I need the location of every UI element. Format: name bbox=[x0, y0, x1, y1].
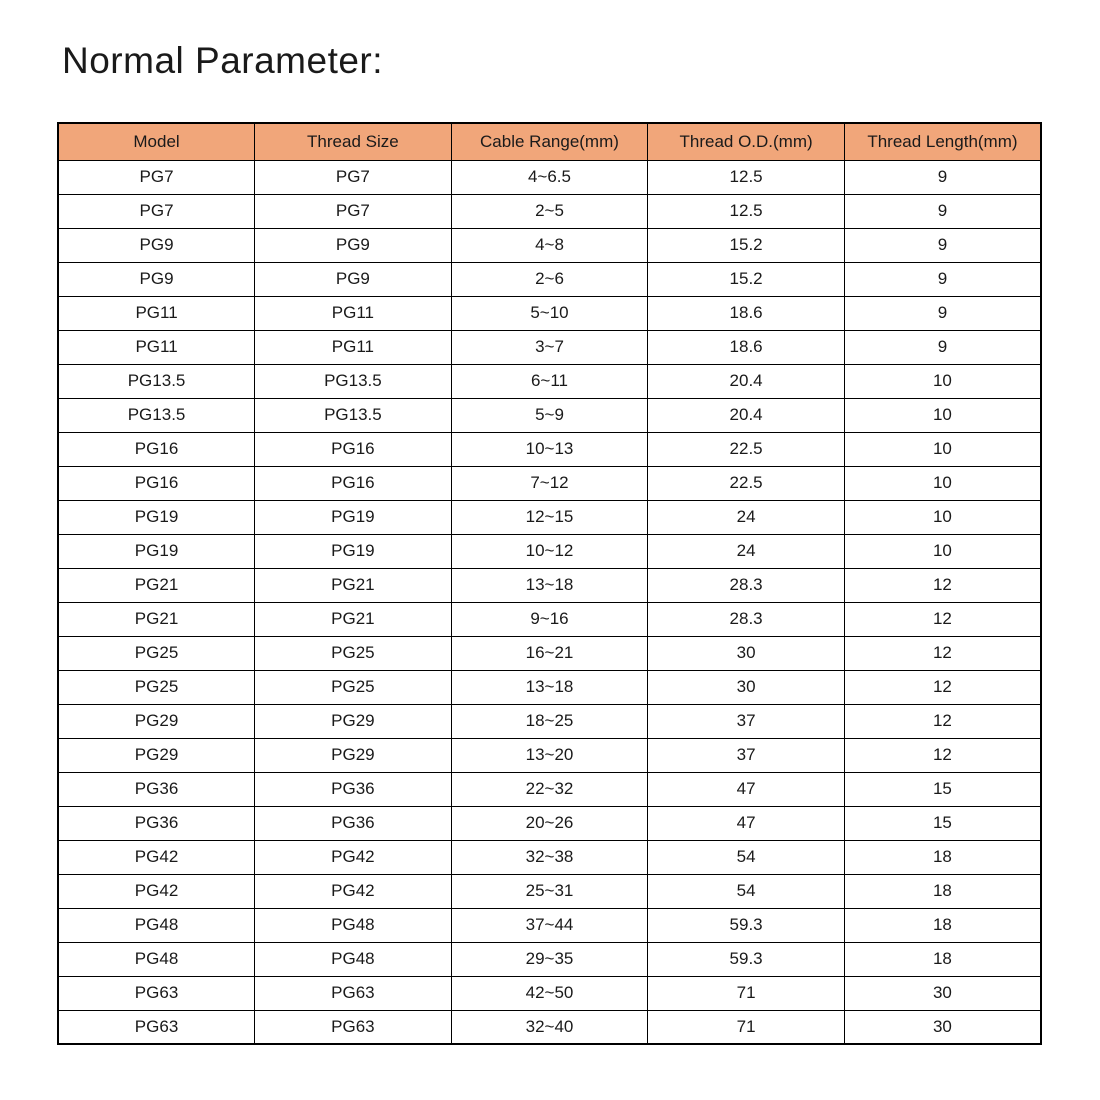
table-cell: 9 bbox=[844, 262, 1041, 296]
table-cell: 18 bbox=[844, 874, 1041, 908]
table-cell: PG25 bbox=[255, 670, 452, 704]
table-cell: PG48 bbox=[58, 942, 255, 976]
table-cell: 15 bbox=[844, 806, 1041, 840]
table-body bbox=[58, 160, 1041, 1044]
table-cell: PG48 bbox=[255, 942, 452, 976]
table-cell: PG63 bbox=[255, 1010, 452, 1044]
table-cell: 9 bbox=[844, 194, 1041, 228]
table-row bbox=[58, 364, 1041, 398]
table-cell: 12 bbox=[844, 670, 1041, 704]
table-cell: 4~6.5 bbox=[451, 160, 648, 194]
table-row bbox=[58, 160, 1041, 194]
table-cell: PG13.5 bbox=[58, 398, 255, 432]
table-cell: PG36 bbox=[58, 806, 255, 840]
table-cell: PG25 bbox=[255, 636, 452, 670]
table-cell: PG36 bbox=[255, 772, 452, 806]
table-cell: 10~13 bbox=[451, 432, 648, 466]
table-cell: PG63 bbox=[58, 1010, 255, 1044]
table-cell: PG16 bbox=[255, 432, 452, 466]
table-cell: PG21 bbox=[58, 602, 255, 636]
table-cell: 15.2 bbox=[648, 262, 845, 296]
table-cell: 12~15 bbox=[451, 500, 648, 534]
table-cell: 32~40 bbox=[451, 1010, 648, 1044]
table-cell: 10 bbox=[844, 398, 1041, 432]
table-cell: PG21 bbox=[255, 602, 452, 636]
table-row bbox=[58, 602, 1041, 636]
column-header: Model bbox=[58, 123, 255, 160]
table-cell: 29~35 bbox=[451, 942, 648, 976]
table-row bbox=[58, 636, 1041, 670]
table-cell: 30 bbox=[648, 636, 845, 670]
table-cell: PG63 bbox=[255, 976, 452, 1010]
table-cell: 13~18 bbox=[451, 568, 648, 602]
table-cell: 5~9 bbox=[451, 398, 648, 432]
table-cell: 22~32 bbox=[451, 772, 648, 806]
table-row bbox=[58, 194, 1041, 228]
table-cell: PG7 bbox=[255, 160, 452, 194]
table-cell: 3~7 bbox=[451, 330, 648, 364]
table-cell: PG48 bbox=[255, 908, 452, 942]
table-cell: 9 bbox=[844, 228, 1041, 262]
table-cell: 10 bbox=[844, 500, 1041, 534]
table-row bbox=[58, 942, 1041, 976]
column-header: Thread O.D.(mm) bbox=[648, 123, 845, 160]
table-cell: PG7 bbox=[255, 194, 452, 228]
table-row bbox=[58, 772, 1041, 806]
table-cell: PG29 bbox=[255, 738, 452, 772]
table-cell: 20.4 bbox=[648, 364, 845, 398]
table-cell: PG16 bbox=[255, 466, 452, 500]
table-row bbox=[58, 840, 1041, 874]
table-cell: 9~16 bbox=[451, 602, 648, 636]
table-cell: PG25 bbox=[58, 636, 255, 670]
table-cell: PG42 bbox=[255, 840, 452, 874]
table-cell: 18 bbox=[844, 942, 1041, 976]
table-cell: 59.3 bbox=[648, 908, 845, 942]
table-cell: PG29 bbox=[58, 704, 255, 738]
table-row bbox=[58, 398, 1041, 432]
table-cell: PG11 bbox=[255, 330, 452, 364]
table-cell: PG48 bbox=[58, 908, 255, 942]
table-cell: PG42 bbox=[58, 874, 255, 908]
table-cell: 28.3 bbox=[648, 568, 845, 602]
table-cell: 54 bbox=[648, 840, 845, 874]
table-cell: PG9 bbox=[58, 228, 255, 262]
table-cell: 12 bbox=[844, 636, 1041, 670]
table-cell: PG36 bbox=[58, 772, 255, 806]
table-row bbox=[58, 738, 1041, 772]
column-header: Thread Size bbox=[255, 123, 452, 160]
table-cell: 10 bbox=[844, 466, 1041, 500]
table-row bbox=[58, 466, 1041, 500]
table-cell: 71 bbox=[648, 1010, 845, 1044]
table-row bbox=[58, 908, 1041, 942]
table-row bbox=[58, 568, 1041, 602]
table-cell: 47 bbox=[648, 772, 845, 806]
table-cell: 37 bbox=[648, 704, 845, 738]
table-cell: 18.6 bbox=[648, 330, 845, 364]
table-cell: PG9 bbox=[58, 262, 255, 296]
table-cell: 15.2 bbox=[648, 228, 845, 262]
table-cell: 30 bbox=[844, 976, 1041, 1010]
table-cell: PG21 bbox=[58, 568, 255, 602]
table-row bbox=[58, 330, 1041, 364]
column-header: Thread Length(mm) bbox=[844, 123, 1041, 160]
table-cell: 10 bbox=[844, 534, 1041, 568]
table-cell: 16~21 bbox=[451, 636, 648, 670]
table-row bbox=[58, 806, 1041, 840]
table-cell: PG11 bbox=[255, 296, 452, 330]
table-cell: PG36 bbox=[255, 806, 452, 840]
table-head bbox=[58, 123, 1041, 160]
table-row bbox=[58, 874, 1041, 908]
table-cell: PG29 bbox=[58, 738, 255, 772]
table-cell: 18 bbox=[844, 840, 1041, 874]
table-cell: 59.3 bbox=[648, 942, 845, 976]
table-cell: 37~44 bbox=[451, 908, 648, 942]
table-cell: 10 bbox=[844, 432, 1041, 466]
table-cell: 12 bbox=[844, 704, 1041, 738]
table-row bbox=[58, 296, 1041, 330]
table-cell: 30 bbox=[844, 1010, 1041, 1044]
table-cell: PG13.5 bbox=[255, 364, 452, 398]
table-cell: PG63 bbox=[58, 976, 255, 1010]
table-cell: 20~26 bbox=[451, 806, 648, 840]
table-cell: 18.6 bbox=[648, 296, 845, 330]
table-cell: 5~10 bbox=[451, 296, 648, 330]
table-cell: 12 bbox=[844, 602, 1041, 636]
table-cell: 2~6 bbox=[451, 262, 648, 296]
table-cell: 71 bbox=[648, 976, 845, 1010]
table-cell: 12.5 bbox=[648, 160, 845, 194]
table-cell: 25~31 bbox=[451, 874, 648, 908]
table-cell: PG13.5 bbox=[255, 398, 452, 432]
table-cell: PG21 bbox=[255, 568, 452, 602]
table-cell: PG19 bbox=[58, 534, 255, 568]
table-cell: 32~38 bbox=[451, 840, 648, 874]
table-cell: 47 bbox=[648, 806, 845, 840]
table-cell: PG9 bbox=[255, 228, 452, 262]
table-cell: 9 bbox=[844, 296, 1041, 330]
table-cell: PG9 bbox=[255, 262, 452, 296]
column-header: Cable Range(mm) bbox=[451, 123, 648, 160]
table-row bbox=[58, 500, 1041, 534]
table-cell: PG25 bbox=[58, 670, 255, 704]
table-cell: PG16 bbox=[58, 466, 255, 500]
parameter-table bbox=[57, 122, 1042, 1045]
table-cell: 22.5 bbox=[648, 432, 845, 466]
table-cell: PG11 bbox=[58, 330, 255, 364]
table-cell: 20.4 bbox=[648, 398, 845, 432]
table-cell: 54 bbox=[648, 874, 845, 908]
table-cell: 15 bbox=[844, 772, 1041, 806]
table-cell: 2~5 bbox=[451, 194, 648, 228]
table-cell: 9 bbox=[844, 330, 1041, 364]
table-row bbox=[58, 262, 1041, 296]
table-cell: 22.5 bbox=[648, 466, 845, 500]
table-cell: 6~11 bbox=[451, 364, 648, 398]
table-cell: 18 bbox=[844, 908, 1041, 942]
table-cell: 4~8 bbox=[451, 228, 648, 262]
table-cell: 9 bbox=[844, 160, 1041, 194]
table-cell: 42~50 bbox=[451, 976, 648, 1010]
table-cell: PG42 bbox=[255, 874, 452, 908]
table-cell: PG7 bbox=[58, 160, 255, 194]
table-row bbox=[58, 670, 1041, 704]
table-row bbox=[58, 228, 1041, 262]
table-cell: 37 bbox=[648, 738, 845, 772]
table-cell: 12 bbox=[844, 568, 1041, 602]
table-cell: 12 bbox=[844, 738, 1041, 772]
table-cell: PG16 bbox=[58, 432, 255, 466]
table-cell: 28.3 bbox=[648, 602, 845, 636]
table-row bbox=[58, 534, 1041, 568]
table-cell: PG19 bbox=[58, 500, 255, 534]
table-cell: 10~12 bbox=[451, 534, 648, 568]
table-cell: 30 bbox=[648, 670, 845, 704]
table-cell: 13~18 bbox=[451, 670, 648, 704]
table-cell: PG29 bbox=[255, 704, 452, 738]
table-row bbox=[58, 432, 1041, 466]
table-cell: 24 bbox=[648, 500, 845, 534]
table-cell: PG7 bbox=[58, 194, 255, 228]
page-title: Normal Parameter: bbox=[62, 40, 384, 81]
table-cell: PG11 bbox=[58, 296, 255, 330]
table-cell: 13~20 bbox=[451, 738, 648, 772]
table-cell: PG13.5 bbox=[58, 364, 255, 398]
table-cell: 7~12 bbox=[451, 466, 648, 500]
table-row bbox=[58, 976, 1041, 1010]
table-row bbox=[58, 704, 1041, 738]
table-cell: PG19 bbox=[255, 534, 452, 568]
table-cell: 12.5 bbox=[648, 194, 845, 228]
table-cell: PG42 bbox=[58, 840, 255, 874]
table-cell: PG19 bbox=[255, 500, 452, 534]
table-row bbox=[58, 1010, 1041, 1044]
table-cell: 10 bbox=[844, 364, 1041, 398]
header-row bbox=[58, 123, 1041, 160]
table-cell: 24 bbox=[648, 534, 845, 568]
table-cell: 18~25 bbox=[451, 704, 648, 738]
